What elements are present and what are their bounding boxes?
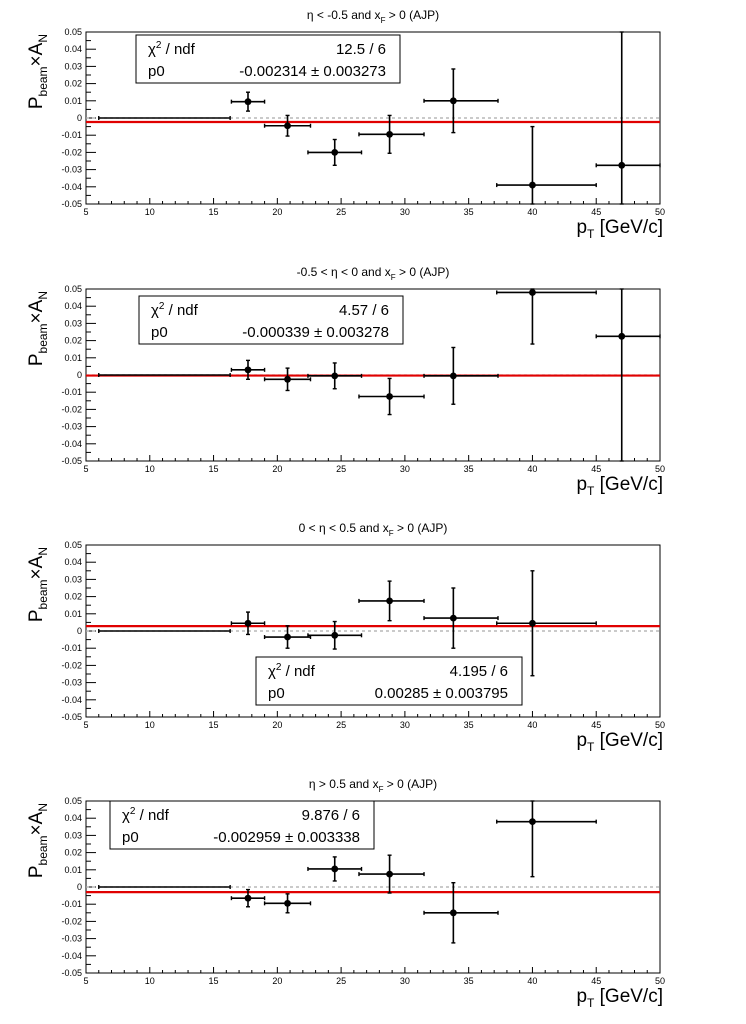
chart-svg	[0, 769, 746, 1024]
data-marker	[386, 131, 393, 138]
chart-svg	[0, 257, 746, 512]
x-tick-label: 50	[654, 720, 666, 730]
data-point	[99, 116, 230, 120]
chi2-label: $\chi^2$ / ndf	[268, 662, 315, 680]
x-tick-label: 15	[208, 976, 219, 986]
y-axis-label: $P_{beam}\times A_N$	[26, 34, 50, 110]
p0-value: -0.000339 ± 0.003278	[242, 324, 389, 341]
data-marker	[245, 620, 252, 627]
x-axis-label: $p_T$ [GeV/c]	[576, 730, 663, 754]
y-tick-label: -0.01	[61, 130, 82, 141]
y-tick-label: 0	[76, 370, 82, 380]
y-tick-label: -0.05	[61, 968, 82, 978]
chi2-label: $\chi^2$ / ndf	[148, 40, 195, 58]
data-marker	[618, 162, 625, 169]
y-tick-label: 0.03	[64, 318, 82, 329]
data-point	[99, 629, 230, 633]
y-tick-label: 0.02	[64, 335, 82, 346]
y-tick-label: -0.02	[61, 916, 82, 927]
stats-box	[139, 296, 403, 344]
x-tick-label: 35	[463, 976, 474, 986]
data-marker	[529, 289, 536, 296]
y-tick-label: 0.05	[64, 27, 82, 37]
y-tick-label: -0.01	[61, 899, 82, 910]
x-tick-label: 40	[527, 207, 538, 217]
y-tick-label: -0.02	[61, 660, 82, 671]
x-tick-label: 5	[83, 207, 89, 217]
y-tick-label: 0.01	[64, 608, 82, 619]
data-marker	[529, 620, 536, 627]
x-tick-label: 15	[208, 720, 219, 730]
y-tick-label: -0.05	[61, 199, 82, 209]
y-tick-label: 0.05	[64, 540, 82, 550]
chart-title: -0.5 < η < 0 and $x_F > 0$ (AJP)	[296, 265, 450, 282]
y-tick-label: -0.04	[61, 181, 82, 192]
chi2-value: 12.5 / 6	[335, 41, 386, 58]
x-tick-label: 25	[336, 976, 347, 986]
p0-label: p0	[268, 685, 285, 702]
x-tick-label: 45	[591, 464, 602, 474]
y-tick-label: -0.03	[61, 421, 82, 432]
x-axis-label: $p_T$ [GeV/c]	[576, 217, 663, 241]
data-marker	[331, 149, 338, 156]
chart-title: η < -0.5 and $x_F > 0$ (AJP)	[306, 8, 440, 25]
x-tick-label: 20	[272, 976, 283, 986]
y-tick-label: -0.02	[61, 404, 82, 415]
chart-title: η > 0.5 and $x_F > 0$ (AJP)	[308, 777, 438, 794]
data-point	[231, 92, 264, 111]
x-tick-label: 15	[208, 464, 219, 474]
chart-panel-1	[0, 0, 746, 255]
stats-box	[136, 35, 400, 83]
y-tick-label: 0.02	[64, 847, 82, 858]
x-tick-label: 50	[654, 976, 666, 986]
data-marker	[331, 372, 338, 379]
data-marker	[284, 122, 291, 129]
x-tick-label: 25	[336, 720, 347, 730]
y-tick-label: 0.04	[64, 301, 82, 312]
chart-title: 0 < η < 0.5 and $x_F > 0$ (AJP)	[298, 521, 448, 538]
data-point	[265, 368, 311, 390]
data-point	[497, 801, 596, 877]
y-axis-label: $P_{beam}\times A_N$	[26, 291, 50, 367]
x-tick-label: 30	[399, 976, 410, 986]
chi2-value: 4.195 / 6	[449, 663, 508, 680]
y-tick-label: 0.02	[64, 591, 82, 602]
x-tick-label: 35	[463, 464, 474, 474]
data-point	[424, 347, 498, 404]
chart-svg	[0, 513, 746, 768]
y-tick-label: -0.03	[61, 677, 82, 688]
x-tick-label: 20	[272, 464, 283, 474]
x-tick-label: 45	[591, 976, 602, 986]
y-tick-label: 0.01	[64, 864, 82, 875]
data-marker	[245, 895, 252, 902]
y-tick-label: 0.02	[64, 78, 82, 89]
p0-label: p0	[151, 324, 168, 341]
chi2-value: 4.57 / 6	[338, 302, 389, 319]
x-tick-label: 40	[527, 464, 538, 474]
data-marker	[386, 598, 393, 605]
p0-value: -0.002314 ± 0.003273	[239, 63, 386, 80]
x-tick-label: 5	[83, 976, 89, 986]
data-marker	[529, 818, 536, 825]
y-tick-label: 0	[76, 626, 82, 636]
x-axis-label: $p_T$ [GeV/c]	[576, 986, 663, 1010]
x-tick-label: 30	[399, 464, 410, 474]
x-tick-label: 35	[463, 207, 474, 217]
y-tick-label: -0.01	[61, 387, 82, 398]
chi2-label: $\chi^2$ / ndf	[151, 301, 198, 319]
data-point	[424, 588, 498, 648]
y-tick-label: -0.04	[61, 438, 82, 449]
data-point	[359, 378, 424, 414]
x-tick-label: 10	[144, 976, 155, 986]
data-marker	[386, 871, 393, 878]
p0-value: 0.00285 ± 0.003795	[374, 685, 508, 702]
x-tick-label: 30	[399, 720, 410, 730]
x-tick-label: 20	[272, 207, 283, 217]
x-tick-label: 5	[83, 464, 89, 474]
y-tick-label: 0.01	[64, 95, 82, 106]
data-point	[308, 140, 362, 166]
data-point	[308, 363, 362, 389]
data-marker	[386, 393, 393, 400]
x-tick-label: 25	[336, 207, 347, 217]
y-axis-label: $P_{beam}\times A_N$	[26, 803, 50, 879]
y-tick-label: -0.04	[61, 694, 82, 705]
data-point	[99, 885, 230, 889]
data-point	[497, 289, 596, 344]
data-marker	[284, 634, 291, 641]
y-tick-label: 0.05	[64, 796, 82, 806]
data-point	[359, 581, 424, 621]
y-tick-label: -0.05	[61, 456, 82, 466]
chi2-value: 9.876 / 6	[301, 807, 360, 824]
data-marker	[284, 900, 291, 907]
y-tick-label: 0.03	[64, 61, 82, 72]
data-marker	[450, 909, 457, 916]
x-axis-label: $p_T$ [GeV/c]	[576, 474, 663, 498]
x-tick-label: 40	[527, 976, 538, 986]
y-tick-label: -0.01	[61, 643, 82, 654]
data-marker	[529, 182, 536, 189]
y-tick-label: 0.04	[64, 557, 82, 568]
x-tick-label: 30	[399, 207, 410, 217]
x-tick-label: 10	[144, 464, 155, 474]
y-tick-label: -0.04	[61, 950, 82, 961]
data-marker	[245, 366, 252, 373]
y-tick-label: 0.03	[64, 574, 82, 585]
p0-label: p0	[148, 63, 165, 80]
x-tick-label: 5	[83, 720, 89, 730]
data-marker	[450, 97, 457, 104]
y-tick-label: 0	[76, 113, 82, 123]
x-tick-label: 10	[144, 720, 155, 730]
x-tick-label: 20	[272, 720, 283, 730]
data-point	[265, 894, 311, 913]
chart-svg	[0, 0, 746, 255]
x-tick-label: 40	[527, 720, 538, 730]
x-tick-label: 45	[591, 207, 602, 217]
chart-panel-4	[0, 769, 746, 1024]
data-marker	[331, 866, 338, 873]
stats-box	[256, 657, 522, 705]
stats-box	[110, 801, 374, 849]
data-marker	[284, 376, 291, 383]
y-tick-label: -0.02	[61, 147, 82, 158]
y-tick-label: 0	[76, 882, 82, 892]
y-tick-label: -0.03	[61, 164, 82, 175]
chi2-label: $\chi^2$ / ndf	[122, 806, 169, 824]
x-tick-label: 15	[208, 207, 219, 217]
x-tick-label: 45	[591, 720, 602, 730]
chart-panel-3	[0, 513, 746, 768]
data-marker	[450, 372, 457, 379]
x-tick-label: 50	[654, 464, 666, 474]
p0-label: p0	[122, 829, 139, 846]
data-marker	[450, 615, 457, 622]
data-marker	[331, 632, 338, 639]
data-marker	[245, 98, 252, 105]
y-tick-label: 0.03	[64, 830, 82, 841]
data-point	[497, 127, 596, 204]
chart-panel-2	[0, 257, 746, 512]
data-marker	[618, 333, 625, 340]
p0-value: -0.002959 ± 0.003338	[213, 829, 360, 846]
y-tick-label: 0.01	[64, 352, 82, 363]
x-tick-label: 25	[336, 464, 347, 474]
x-tick-label: 10	[144, 207, 155, 217]
y-axis-label: $P_{beam}\times A_N$	[26, 547, 50, 623]
x-tick-label: 35	[463, 720, 474, 730]
y-tick-label: -0.03	[61, 933, 82, 944]
data-point	[265, 626, 311, 648]
y-tick-label: 0.05	[64, 284, 82, 294]
y-tick-label: 0.04	[64, 44, 82, 55]
data-point	[308, 857, 362, 881]
y-tick-label: 0.04	[64, 813, 82, 824]
y-tick-label: -0.05	[61, 712, 82, 722]
x-tick-label: 50	[654, 207, 666, 217]
